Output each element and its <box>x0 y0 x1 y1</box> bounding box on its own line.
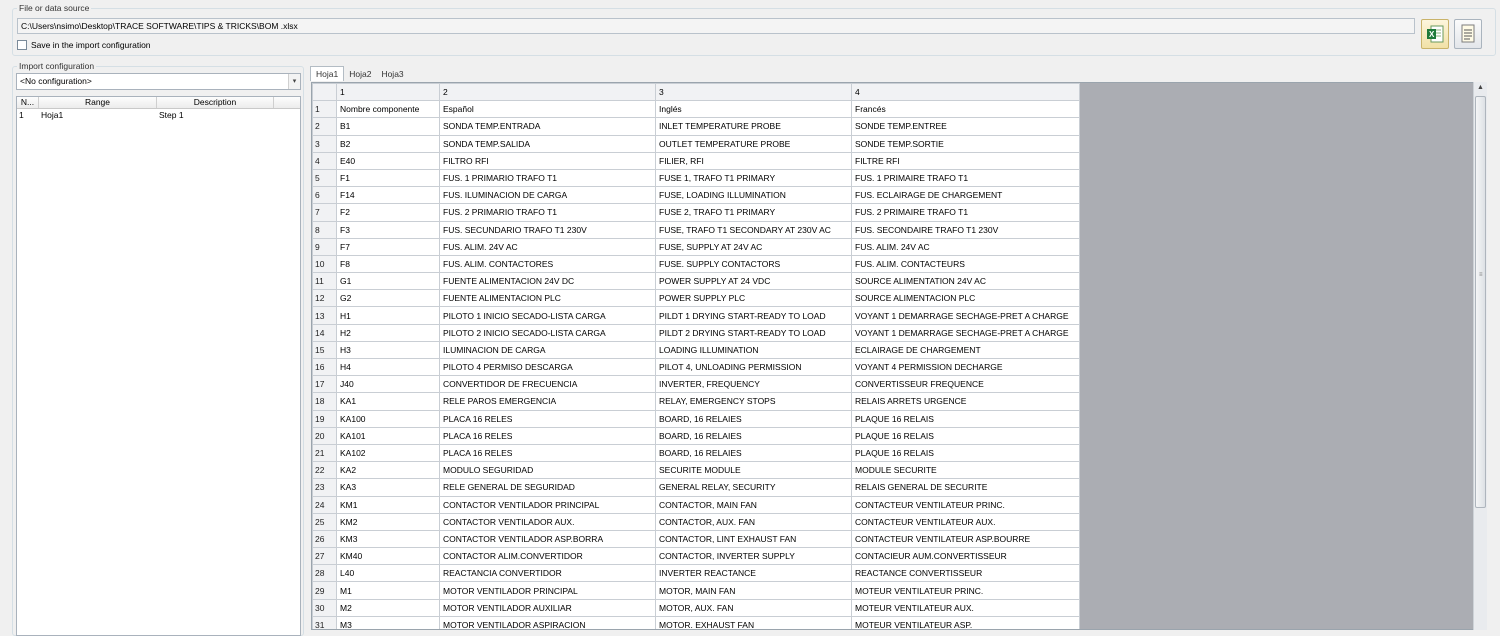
grid-cell[interactable]: PILOT 4, UNLOADING PERMISSION <box>656 359 852 376</box>
grid-cell[interactable]: SONDA TEMP.ENTRADA <box>440 118 656 135</box>
grid-row[interactable] <box>313 462 1080 479</box>
grid-cell[interactable]: PLACA 16 RELES <box>440 444 656 461</box>
grid-row[interactable] <box>313 427 1080 444</box>
grid-cell[interactable]: FUS. SECONDAIRE TRAFO T1 230V <box>852 221 1080 238</box>
grid-cell[interactable]: MODULE SECURITE <box>852 462 1080 479</box>
grid-row[interactable] <box>313 393 1080 410</box>
grid-cell[interactable]: FUSE, LOADING ILLUMINATION <box>656 187 852 204</box>
row-header[interactable]: 22 <box>313 462 337 479</box>
row-header[interactable]: 6 <box>313 187 337 204</box>
grid-cell[interactable]: FILTRO RFI <box>440 152 656 169</box>
grid-cell[interactable]: FUS. SECUNDARIO TRAFO T1 230V <box>440 221 656 238</box>
grid-cell[interactable]: SOURCE ALIMENTATION 24V AC <box>852 273 1080 290</box>
grid-cell[interactable]: CONTACTOR, LINT EXHAUST FAN <box>656 530 852 547</box>
grid-cell[interactable]: FUENTE ALIMENTACION PLC <box>440 290 656 307</box>
grid-cell[interactable]: PLAQUE 16 RELAIS <box>852 410 1080 427</box>
config-row-desc: Step 1 <box>159 110 184 120</box>
grid-cell[interactable]: VOYANT 4 PERMISSION DECHARGE <box>852 359 1080 376</box>
grid-cell[interactable]: PILDT 2 DRYING START-READY TO LOAD <box>656 324 852 341</box>
grid-cell[interactable]: POWER SUPPLY AT 24 VDC <box>656 273 852 290</box>
grid-row[interactable] <box>313 152 1080 169</box>
row-header[interactable]: 17 <box>313 376 337 393</box>
grid-cell[interactable]: Francés <box>852 101 1080 118</box>
grid-cell[interactable]: CONVERTISSEUR FREQUENCE <box>852 376 1080 393</box>
grid-cell[interactable]: KA2 <box>337 462 440 479</box>
grid-cell[interactable]: FUS. ALIM. CONTACTEURS <box>852 255 1080 272</box>
col-header-2[interactable]: 2 <box>440 84 656 101</box>
checkbox-box[interactable] <box>17 40 27 50</box>
grid-cell[interactable]: L40 <box>337 565 440 582</box>
config-row[interactable] <box>17 109 300 121</box>
data-grid <box>311 82 1487 630</box>
grid-cell[interactable]: CONTACTOR VENTILADOR AUX. <box>440 513 656 530</box>
grid-cell[interactable]: B2 <box>337 135 440 152</box>
grid-row[interactable] <box>313 169 1080 186</box>
row-header[interactable]: 14 <box>313 324 337 341</box>
scroll-up-icon[interactable]: ▲ <box>1477 84 1484 91</box>
grid-cell[interactable]: SECURITE MODULE <box>656 462 852 479</box>
grid-cell[interactable]: G1 <box>337 273 440 290</box>
row-header[interactable]: 23 <box>313 479 337 496</box>
row-header[interactable]: 1 <box>313 101 337 118</box>
grid-cell[interactable]: RELE GENERAL DE SEGURIDAD <box>440 479 656 496</box>
grid-row[interactable] <box>313 324 1080 341</box>
grid-row[interactable] <box>313 135 1080 152</box>
import-config-legend: Import configuration <box>19 61 95 71</box>
tab-hoja1[interactable]: Hoja1 <box>310 66 344 81</box>
col-header-4[interactable]: 4 <box>852 84 1080 101</box>
grid-row[interactable] <box>313 273 1080 290</box>
grid-cell[interactable]: F8 <box>337 255 440 272</box>
grid-cell[interactable]: POWER SUPPLY PLC <box>656 290 852 307</box>
grid-cell[interactable]: FUS. ALIM. 24V AC <box>852 238 1080 255</box>
grid-cell[interactable]: REACTANCE CONVERTISSEUR <box>852 565 1080 582</box>
grid-cell[interactable]: CONTACTOR, MAIN FAN <box>656 496 852 513</box>
grid-cell[interactable]: GENERAL RELAY, SECURITY <box>656 479 852 496</box>
grid-cell[interactable]: KA101 <box>337 427 440 444</box>
grid-row[interactable] <box>313 496 1080 513</box>
grid-cell[interactable]: Nombre componente <box>337 101 440 118</box>
grid-row[interactable] <box>313 204 1080 221</box>
grid-cell[interactable]: KM2 <box>337 513 440 530</box>
file-source-group <box>12 3 1496 56</box>
grid-cell[interactable]: FUSE, SUPPLY AT 24V AC <box>656 238 852 255</box>
row-header[interactable]: 10 <box>313 255 337 272</box>
grid-row[interactable] <box>313 341 1080 358</box>
grid-cell[interactable]: CONVERTIDOR DE FRECUENCIA <box>440 376 656 393</box>
vertical-scrollbar[interactable] <box>1473 82 1487 630</box>
grid-cell[interactable]: F2 <box>337 204 440 221</box>
grid-cell[interactable]: REACTANCIA CONVERTIDOR <box>440 565 656 582</box>
excel-button[interactable] <box>1421 19 1449 49</box>
grid-cell[interactable]: SONDE TEMP.ENTREE <box>852 118 1080 135</box>
config-table-header <box>17 97 300 109</box>
grid-cell[interactable]: KM1 <box>337 496 440 513</box>
grid-cell[interactable]: CONTACTEUR VENTILATEUR AUX. <box>852 513 1080 530</box>
grid-cell[interactable]: M1 <box>337 582 440 599</box>
grid-cell[interactable]: PILOTO 4 PERMISO DESCARGA <box>440 359 656 376</box>
grid-cell[interactable]: MOTOR VENTILADOR ASPIRACION <box>440 616 656 630</box>
config-dropdown[interactable] <box>16 73 301 90</box>
grid-row[interactable] <box>313 410 1080 427</box>
grid-cell[interactable]: B1 <box>337 118 440 135</box>
svg-text:X: X <box>1429 30 1435 39</box>
grid-cell[interactable]: CONTACTOR VENTILADOR ASP.BORRA <box>440 530 656 547</box>
grid-row[interactable] <box>313 548 1080 565</box>
grid-table <box>312 83 1080 630</box>
grid-cell[interactable]: KA1 <box>337 393 440 410</box>
row-header[interactable]: 8 <box>313 221 337 238</box>
grid-cell[interactable]: ECLAIRAGE DE CHARGEMENT <box>852 341 1080 358</box>
row-header[interactable]: 11 <box>313 273 337 290</box>
grid-cell[interactable]: PILOTO 2 INICIO SECADO-LISTA CARGA <box>440 324 656 341</box>
col-header-3[interactable]: 3 <box>656 84 852 101</box>
row-header[interactable]: 26 <box>313 530 337 547</box>
grid-cell[interactable]: FUS. ALIM. 24V AC <box>440 238 656 255</box>
col-header-range[interactable]: Range <box>39 97 157 108</box>
chevron-down-icon[interactable]: ▾ <box>288 74 300 89</box>
grid-cell[interactable]: CONTACTOR ALIM.CONVERTIDOR <box>440 548 656 565</box>
grid-cell[interactable]: MOTEUR VENTILATEUR PRINC. <box>852 582 1080 599</box>
grid-cell[interactable]: MOTEUR VENTILATEUR AUX. <box>852 599 1080 616</box>
row-header[interactable]: 29 <box>313 582 337 599</box>
grid-cell[interactable]: PLACA 16 RELES <box>440 427 656 444</box>
grid-row[interactable] <box>313 444 1080 461</box>
grid-cell[interactable]: FUSE 2, TRAFO T1 PRIMARY <box>656 204 852 221</box>
grid-cell[interactable]: H4 <box>337 359 440 376</box>
grid-cell[interactable]: RELE PAROS EMERGENCIA <box>440 393 656 410</box>
grid-row[interactable] <box>313 616 1080 630</box>
grid-row[interactable] <box>313 307 1080 324</box>
grid-row[interactable] <box>313 530 1080 547</box>
grid-cell[interactable]: PLAQUE 16 RELAIS <box>852 444 1080 461</box>
grid-row[interactable] <box>313 513 1080 530</box>
grip-icon: ≡ <box>1479 272 1483 278</box>
row-header[interactable]: 2 <box>313 118 337 135</box>
row-header[interactable]: 18 <box>313 393 337 410</box>
grid-cell[interactable]: CONTACTEUR VENTILATEUR ASP.BOURRE <box>852 530 1080 547</box>
grid-row[interactable] <box>313 479 1080 496</box>
row-header[interactable]: 3 <box>313 135 337 152</box>
grid-cell[interactable]: FILIER, RFI <box>656 152 852 169</box>
grid-row[interactable] <box>313 101 1080 118</box>
grid-cell[interactable]: PLAQUE 16 RELAIS <box>852 427 1080 444</box>
grid-cell[interactable]: MOTOR VENTILADOR PRINCIPAL <box>440 582 656 599</box>
grid-cell[interactable]: INLET TEMPERATURE PROBE <box>656 118 852 135</box>
grid-row[interactable] <box>313 359 1080 376</box>
grid-cell[interactable]: MOTOR. EXHAUST FAN <box>656 616 852 630</box>
grid-cell[interactable]: VOYANT 1 DEMARRAGE SECHAGE-PRET A CHARGE <box>852 324 1080 341</box>
grid-cell[interactable]: RELAIS ARRETS URGENCE <box>852 393 1080 410</box>
grid-cell[interactable]: CONTACIEUR AUM.CONVERTISSEUR <box>852 548 1080 565</box>
grid-cell[interactable]: M3 <box>337 616 440 630</box>
grid-cell[interactable]: F3 <box>337 221 440 238</box>
grid-cell[interactable]: F14 <box>337 187 440 204</box>
row-header[interactable]: 13 <box>313 307 337 324</box>
grid-cell[interactable]: BOARD, 16 RELAIES <box>656 444 852 461</box>
row-header[interactable]: 31 <box>313 616 337 630</box>
grid-cell[interactable]: MOTOR VENTILADOR AUXILIAR <box>440 599 656 616</box>
grid-cell[interactable]: OUTLET TEMPERATURE PROBE <box>656 135 852 152</box>
col-header-description[interactable]: Description <box>157 97 274 108</box>
grid-cell[interactable]: BOARD, 16 RELAIES <box>656 427 852 444</box>
grid-cell[interactable]: PILDT 1 DRYING START-READY TO LOAD <box>656 307 852 324</box>
grid-cell[interactable]: J40 <box>337 376 440 393</box>
grid-cell[interactable]: INVERTER, FREQUENCY <box>656 376 852 393</box>
grid-cell[interactable]: MODULO SEGURIDAD <box>440 462 656 479</box>
sheet-tabs <box>310 65 409 81</box>
grid-cell[interactable]: MOTOR, MAIN FAN <box>656 582 852 599</box>
grid-cell[interactable]: FUSE, TRAFO T1 SECONDARY AT 230V AC <box>656 221 852 238</box>
grid-cell[interactable]: FUS. ILUMINACION DE CARGA <box>440 187 656 204</box>
grid-cell[interactable]: CONTACTOR, AUX. FAN <box>656 513 852 530</box>
grid-cell[interactable]: RELAIS GENERAL DE SECURITE <box>852 479 1080 496</box>
row-header[interactable]: 16 <box>313 359 337 376</box>
grid-row[interactable] <box>313 599 1080 616</box>
grid-cell[interactable]: H1 <box>337 307 440 324</box>
grid-cell[interactable]: M2 <box>337 599 440 616</box>
row-header[interactable]: 20 <box>313 427 337 444</box>
grid-cell[interactable]: F1 <box>337 169 440 186</box>
grid-row[interactable] <box>313 290 1080 307</box>
grid-cell[interactable]: LOADING ILLUMINATION <box>656 341 852 358</box>
grid-cell[interactable]: MOTEUR VENTILATEUR ASP. <box>852 616 1080 630</box>
col-header-n[interactable]: N... <box>17 97 39 108</box>
row-header[interactable]: 5 <box>313 169 337 186</box>
row-header[interactable]: 19 <box>313 410 337 427</box>
row-header[interactable]: 28 <box>313 565 337 582</box>
tab-hoja2[interactable]: Hoja2 <box>349 69 372 79</box>
grid-header-row <box>313 84 1080 101</box>
save-config-label: Save in the import configuration <box>31 40 151 50</box>
row-header[interactable]: 30 <box>313 599 337 616</box>
grid-cell[interactable]: KM40 <box>337 548 440 565</box>
grid-cell[interactable]: H2 <box>337 324 440 341</box>
grid-row[interactable] <box>313 118 1080 135</box>
grid-row[interactable] <box>313 582 1080 599</box>
grid-row[interactable] <box>313 187 1080 204</box>
config-row-n: 1 <box>19 110 24 120</box>
grid-cell[interactable]: KM3 <box>337 530 440 547</box>
config-selected-value: <No configuration> <box>20 76 92 86</box>
grid-cell[interactable]: E40 <box>337 152 440 169</box>
grid-cell[interactable]: FUSE 1, TRAFO T1 PRIMARY <box>656 169 852 186</box>
grid-cell[interactable]: SONDE TEMP.SORTIE <box>852 135 1080 152</box>
grid-cell[interactable]: FUS. 2 PRIMAIRE TRAFO T1 <box>852 204 1080 221</box>
row-header[interactable]: 15 <box>313 341 337 358</box>
tab-hoja3[interactable]: Hoja3 <box>381 69 404 79</box>
grid-cell[interactable]: SOURCE ALIMENTACION PLC <box>852 290 1080 307</box>
grid-cell[interactable]: CONTACTEUR VENTILATEUR PRINC. <box>852 496 1080 513</box>
grid-cell[interactable]: KA3 <box>337 479 440 496</box>
grid-cell[interactable]: F7 <box>337 238 440 255</box>
grid-cell[interactable]: G2 <box>337 290 440 307</box>
grid-cell[interactable]: MOTOR, AUX. FAN <box>656 599 852 616</box>
grid-cell[interactable]: Español <box>440 101 656 118</box>
grid-cell[interactable]: Inglés <box>656 101 852 118</box>
grid-cell[interactable]: FUSE. SUPPLY CONTACTORS <box>656 255 852 272</box>
notes-icon <box>1460 24 1476 44</box>
file-path-field[interactable]: C:\Users\nsimo\Desktop\TRACE SOFTWARE\TIPS & TRICKS\BOM .xlsx <box>17 18 1415 34</box>
scroll-thumb[interactable] <box>1475 96 1486 508</box>
grid-cell[interactable]: SONDA TEMP.SALIDA <box>440 135 656 152</box>
grid-cell[interactable]: ILUMINACION DE CARGA <box>440 341 656 358</box>
grid-cell[interactable]: CONTACTOR VENTILADOR PRINCIPAL <box>440 496 656 513</box>
grid-cell[interactable]: PLACA 16 RELES <box>440 410 656 427</box>
excel-icon <box>1426 24 1444 44</box>
file-source-legend: File or data source <box>19 3 90 13</box>
row-header[interactable]: 24 <box>313 496 337 513</box>
grid-row[interactable] <box>313 238 1080 255</box>
grid-cell[interactable]: FUS. 1 PRIMARIO TRAFO T1 <box>440 169 656 186</box>
grid-cell[interactable]: KA102 <box>337 444 440 461</box>
config-table <box>16 96 301 636</box>
grid-cell[interactable]: FUS. 2 PRIMARIO TRAFO T1 <box>440 204 656 221</box>
save-config-checkbox[interactable] <box>17 40 151 50</box>
grid-cell[interactable]: FUS. ECLAIRAGE DE CHARGEMENT <box>852 187 1080 204</box>
grid-cell[interactable]: H3 <box>337 341 440 358</box>
grid-cell[interactable]: PILOTO 1 INICIO SECADO-LISTA CARGA <box>440 307 656 324</box>
row-header[interactable]: 27 <box>313 548 337 565</box>
grid-cell[interactable]: KA100 <box>337 410 440 427</box>
grid-cell[interactable]: VOYANT 1 DEMARRAGE SECHAGE-PRET A CHARGE <box>852 307 1080 324</box>
row-header[interactable]: 9 <box>313 238 337 255</box>
row-header[interactable]: 12 <box>313 290 337 307</box>
grid-cell[interactable]: CONTACTOR, INVERTER SUPPLY <box>656 548 852 565</box>
row-header[interactable]: 25 <box>313 513 337 530</box>
grid-cell[interactable]: BOARD, 16 RELAIES <box>656 410 852 427</box>
row-header[interactable]: 4 <box>313 152 337 169</box>
col-header-1[interactable]: 1 <box>337 84 440 101</box>
grid-cell[interactable]: FILTRE RFI <box>852 152 1080 169</box>
grid-cell[interactable]: INVERTER REACTANCE <box>656 565 852 582</box>
import-config-group <box>12 61 304 636</box>
corner-cell[interactable] <box>313 84 337 101</box>
grid-row[interactable] <box>313 255 1080 272</box>
grid-cell[interactable]: FUENTE ALIMENTACION 24V DC <box>440 273 656 290</box>
grid-row[interactable] <box>313 221 1080 238</box>
row-header[interactable]: 21 <box>313 444 337 461</box>
grid-row[interactable] <box>313 565 1080 582</box>
grid-row[interactable] <box>313 376 1080 393</box>
grid-cell[interactable]: FUS. ALIM. CONTACTORES <box>440 255 656 272</box>
notes-button[interactable] <box>1454 19 1482 49</box>
row-header[interactable]: 7 <box>313 204 337 221</box>
grid-cell[interactable]: RELAY, EMERGENCY STOPS <box>656 393 852 410</box>
grid-cell[interactable]: FUS. 1 PRIMAIRE TRAFO T1 <box>852 169 1080 186</box>
config-row-range: Hoja1 <box>41 110 64 120</box>
